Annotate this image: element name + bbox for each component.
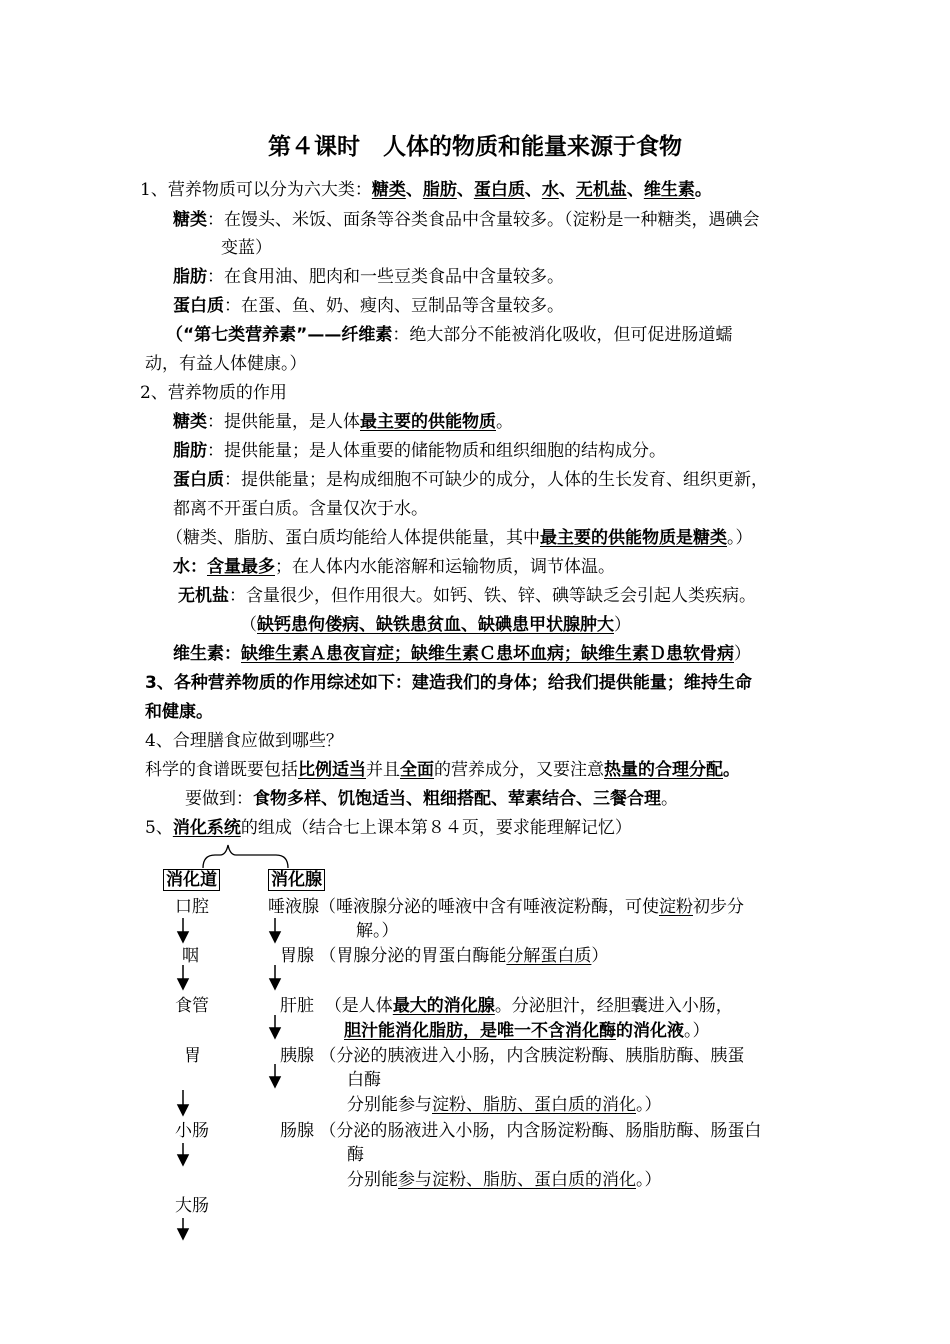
text: 。 <box>723 760 740 780</box>
gland-name: 胰腺 <box>280 1046 314 1066</box>
text: 并且 <box>366 760 400 780</box>
gland-gastric <box>280 944 608 968</box>
fiber-note-cont: 动，有益人体健康。） <box>145 354 307 374</box>
section-1-head: 1、营养物质可以分为六大类： <box>140 180 372 200</box>
text: ） <box>614 615 631 635</box>
emphasis: 含量最多 <box>207 557 275 577</box>
sep: 、 <box>524 180 542 200</box>
tract-stomach: 胃 <box>184 1046 201 1066</box>
emphasis: 淀粉 <box>659 897 693 917</box>
text: 初步分 <box>693 897 744 917</box>
sugar-label: 糖类 <box>173 210 207 230</box>
section-3-line-1: 3、各种营养物质的作用综述如下：建造我们的身体；给我们提供能量；维持生命 <box>145 673 752 693</box>
mineral-label: 无机盐 <box>178 586 229 606</box>
gland-intestinal-cont: 酶 <box>347 1145 364 1165</box>
text: ） <box>734 644 751 664</box>
text: 的营养成分，又要注意 <box>434 760 604 780</box>
gland-intestinal-function <box>347 1168 662 1192</box>
text: （胃腺分泌的胃蛋白酶能 <box>319 946 507 966</box>
emphasis: 热量的合理分配 <box>604 760 723 780</box>
text: 。分泌胆汁，经胆囊进入小肠， <box>494 996 733 1016</box>
emphasis: 消化系统 <box>172 818 241 838</box>
gland-liver-cont <box>344 1019 710 1043</box>
emphasis: 分解蛋白质 <box>506 946 592 966</box>
text: 。） <box>684 1021 710 1041</box>
tract-label-box: 消化道 <box>163 869 220 891</box>
sugar-text: ：在馒头、米饭、面条等谷类食品中含量较多。（淀粉是一种糖类，遇碘会 <box>207 210 760 230</box>
nutrient-fat: 脂肪 <box>422 180 457 200</box>
text: （是人体 <box>324 996 393 1016</box>
text: 科学的食谱既要包括 <box>145 760 298 780</box>
sep: 、 <box>626 180 644 200</box>
text: （唾液腺分泌的唾液中含有唾液淀粉酶，可使 <box>319 897 659 917</box>
sep: 、 <box>456 180 474 200</box>
brace <box>203 845 288 868</box>
fat-label: 脂肪 <box>173 441 207 461</box>
text: （分泌的肠液进入小肠，内含肠淀粉酶、肠脂肪酶、肠蛋白 <box>319 1121 762 1141</box>
emphasis: 胆汁能消化脂肪，是唯一不含消化酶 <box>344 1021 616 1041</box>
gland-name: 肝脏 <box>280 996 314 1016</box>
gland-liver <box>280 994 733 1018</box>
text: ：提供能量；是人体重要的储能物质和组织细胞的结构成分。 <box>207 441 666 461</box>
emphasis: 最主要的供能物质是糖类 <box>540 528 727 548</box>
text: ：含量很少，但作用很大。如钙、铁、锌、碘等缺乏会引起人类疾病。 <box>229 586 756 606</box>
page-title: 第４课时 人体的物质和能量来源于食物 <box>268 134 682 160</box>
protein-text: ：在蛋、鱼、奶、瘦肉、豆制品等含量较多。 <box>224 296 564 316</box>
tract-pharynx: 咽 <box>182 946 199 966</box>
gland-intestinal <box>280 1119 761 1143</box>
text: ：提供能量；是构成细胞不可缺少的成分，人体的生长发育、组织更新， <box>224 470 768 490</box>
protein-label: 蛋白质 <box>173 470 224 490</box>
sep: 、 <box>405 180 423 200</box>
text: （分泌的胰液进入小肠，内含胰淀粉酶、胰脂肪酶、胰蛋 <box>319 1046 745 1066</box>
tract-mouth: 口腔 <box>175 897 209 917</box>
emphasis: 缺钙患佝偻病、缺铁患贫血、缺碘患甲状腺肿大 <box>257 615 614 635</box>
tract-esophagus: 食管 <box>175 996 209 1016</box>
text: 。 <box>661 789 678 809</box>
emphasis: 食物多样、饥饱适当、粗细搭配、荤素结合、三餐合理 <box>253 789 661 809</box>
colon: ： <box>224 644 241 664</box>
emphasis: 比例适当 <box>298 760 366 780</box>
section-4-heading: 4、合理膳食应做到哪些？ <box>145 731 343 751</box>
text: 。 <box>496 412 513 432</box>
emphasis: 淀粉、脂肪、蛋白质的消化 <box>432 1095 636 1115</box>
sep: 、 <box>558 180 576 200</box>
emphasis: 缺维生素Ａ患夜盲症；缺维生素Ｃ患坏血病；缺维生素Ｄ患软骨病 <box>241 644 734 664</box>
tract-large-intestine: 大肠 <box>175 1196 209 1216</box>
text: 。） <box>636 1170 662 1190</box>
section-3-line-2: 和健康。 <box>145 702 213 722</box>
nutrient-protein: 蛋白质 <box>473 180 525 200</box>
protein-role-cont: 都离不开蛋白质。含量仅次于水。 <box>173 499 428 519</box>
emphasis: 的消化液 <box>616 1021 684 1041</box>
gland-name: 胃腺 <box>280 946 314 966</box>
sugar-source-cont: 变蓝） <box>221 238 272 258</box>
emphasis: 参与淀粉、脂肪、蛋白质的消化 <box>398 1170 636 1190</box>
protein-label: 蛋白质 <box>173 296 224 316</box>
emphasis: 最大的消化腺 <box>392 996 495 1016</box>
fiber-text: ：绝大部分不能被消化吸收，但可促进肠道蠕 <box>392 325 733 345</box>
text: ；在人体内水能溶解和运输物质，调节体温。 <box>275 557 615 577</box>
fiber-label: （“第七类营养素”——纤维素 <box>166 325 393 345</box>
text: 。） <box>727 528 753 548</box>
nutrient-mineral: 无机盐 <box>575 180 627 200</box>
gland-pancreas-cont: 白酶 <box>347 1070 381 1090</box>
tract-small-intestine: 小肠 <box>175 1121 209 1141</box>
text: 要做到： <box>185 789 253 809</box>
text: 。） <box>636 1095 662 1115</box>
text: 分别能参与 <box>347 1095 432 1115</box>
fat-text: ：在食用油、肥肉和一些豆类食品中含量较多。 <box>207 267 564 287</box>
gland-name: 肠腺 <box>280 1121 314 1141</box>
section-2-heading: 2、营养物质的作用 <box>140 383 287 403</box>
digestive-gland-label <box>268 868 325 892</box>
end: 。 <box>694 180 712 200</box>
emphasis: 最主要的供能物质 <box>360 412 496 432</box>
text: ） <box>591 946 609 966</box>
gland-label-box: 消化腺 <box>268 869 325 891</box>
vitamin-label: 维生素 <box>173 644 224 664</box>
gland-pancreas <box>280 1044 744 1068</box>
fat-label: 脂肪 <box>173 267 207 287</box>
nutrient-sugar: 糖类 <box>371 180 406 200</box>
nutrient-water: 水 <box>541 180 559 200</box>
text: 的组成（结合七上课本第８４页，要求能理解记忆） <box>240 818 632 838</box>
text: （ <box>240 615 257 635</box>
gland-pancreas-function <box>347 1093 662 1117</box>
text: （糖类、脂肪、蛋白质均能给人体提供能量，其中 <box>166 528 540 548</box>
gland-name: 唾液腺 <box>268 897 319 917</box>
nutrient-vitamin: 维生素 <box>643 180 695 200</box>
gland-salivary <box>268 895 744 919</box>
emphasis: 全面 <box>400 760 434 780</box>
colon: ： <box>190 557 207 577</box>
text: 分别能 <box>347 1170 398 1190</box>
sugar-label: 糖类 <box>173 412 207 432</box>
gland-salivary-cont: 解。） <box>356 921 399 941</box>
text: ：提供能量，是人体 <box>207 412 360 432</box>
digestive-tract-label <box>163 868 220 892</box>
water-label: 水 <box>173 557 190 577</box>
text: 5、 <box>145 818 173 838</box>
